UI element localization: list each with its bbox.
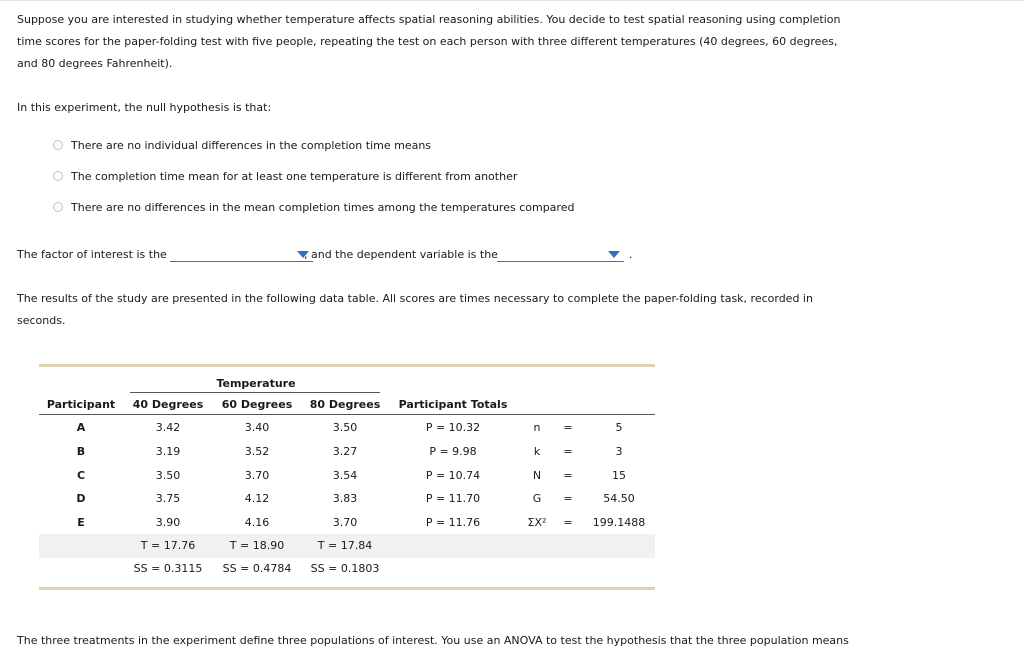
factor-text-before: The factor of interest is the (17, 248, 167, 261)
temp-40-header: 40 Degrees (132, 398, 204, 411)
summary-value: 3 (615, 445, 623, 458)
participant-id: B (76, 445, 86, 458)
table-cell: 3.42 (155, 421, 181, 434)
table-cell: 3.40 (244, 421, 270, 434)
bottom-paragraph: The three treatments in the experiment define three populations of interest. You use an ANOVA to test the hypothesis that the three population means (17, 634, 849, 647)
summary-value: 54.50 (603, 492, 635, 505)
factor-text-after: . (629, 248, 633, 261)
treatment-total: T = 17.84 (317, 539, 373, 552)
radio-button[interactable] (53, 171, 63, 181)
option-at-least-one-different[interactable] (53, 169, 517, 183)
summary-equals: = (563, 421, 573, 434)
option-no-differences-temperatures[interactable] (53, 200, 574, 214)
option-individual-differences[interactable] (53, 138, 431, 152)
summary-label: G (532, 492, 542, 505)
null-hypothesis-prompt: In this experiment, the null hypothesis is that: (17, 101, 272, 114)
table-cell: 4.16 (244, 516, 270, 529)
summary-value: 15 (612, 469, 626, 482)
summary-label: N (532, 469, 542, 482)
table-cell: 3.90 (155, 516, 181, 529)
table-cell: 3.70 (244, 469, 270, 482)
sum-of-squares: SS = 0.3115 (133, 562, 203, 575)
chevron-down-icon (608, 251, 620, 258)
option-label: There are no individual differences in the completion time means (71, 138, 432, 152)
table-cell: 3.83 (332, 492, 358, 505)
table-cell: 3.19 (155, 445, 181, 458)
sum-of-squares: SS = 0.1803 (310, 562, 380, 575)
table-cell: 3.50 (332, 421, 358, 434)
temperature-group-header: Temperature (216, 377, 296, 390)
table-cell: 3.75 (155, 492, 181, 505)
participant-id: D (76, 492, 86, 505)
participant-id: E (77, 516, 85, 529)
radio-button[interactable] (53, 202, 63, 212)
participant-id: A (76, 421, 86, 434)
summary-rule (525, 414, 655, 415)
table-cell: 3.50 (155, 469, 181, 482)
sum-of-squares: SS = 0.4784 (222, 562, 292, 575)
factor-sentence (17, 247, 657, 263)
participant-totals-header: Participant Totals (398, 398, 508, 411)
participant-total: P = 10.74 (425, 469, 481, 482)
participant-total: P = 11.76 (425, 516, 481, 529)
participant-total: P = 11.70 (425, 492, 481, 505)
results-paragraph: The results of the study are presented in the following data table. All scores are times necessary to complete the paper-folding task, recorded in seconds. (17, 292, 813, 327)
table-cell: 3.27 (332, 445, 358, 458)
participant-id: C (76, 469, 86, 482)
treatment-total: T = 17.76 (140, 539, 196, 552)
summary-equals: = (563, 469, 573, 482)
radio-button[interactable] (53, 140, 63, 150)
table-cell: 3.52 (244, 445, 270, 458)
summary-equals: = (563, 492, 573, 505)
summary-label: n (533, 421, 541, 434)
table-cell: 3.54 (332, 469, 358, 482)
summary-value: 199.1488 (592, 516, 646, 529)
dependent-variable-dropdown[interactable] (497, 247, 624, 262)
summary-equals: = (563, 445, 573, 458)
option-label: The completion time mean for at least one temperature is different from another (71, 169, 518, 183)
participant-total: P = 9.98 (429, 445, 477, 458)
table-bottom-border (39, 587, 655, 590)
summary-label: ΣX² (527, 516, 547, 529)
factor-text-middle: , and the dependent variable is the (304, 248, 498, 261)
treatment-total: T = 18.90 (229, 539, 285, 552)
participant-total: P = 10.32 (425, 421, 481, 434)
top-divider (0, 0, 1024, 1)
table-cell: 3.70 (332, 516, 358, 529)
participant-header: Participant (46, 398, 116, 411)
temp-60-header: 60 Degrees (221, 398, 293, 411)
summary-label: k (533, 445, 541, 458)
temperature-header-rule (130, 392, 380, 393)
table-top-border (39, 364, 655, 367)
table-cell: 4.12 (244, 492, 270, 505)
summary-value: 5 (615, 421, 623, 434)
intro-paragraph: Suppose you are interested in studying whether temperature affects spatial reasoning abilities. You decide to test spatial reasoning using completion time scores for the paper-folding test with five people, repeating the test on each person with three different temperatures (40 degrees, 60 degrees, and 80 degrees Fahrenheit). (17, 13, 841, 70)
factor-dropdown[interactable] (170, 247, 313, 262)
summary-equals: = (563, 516, 573, 529)
option-label: There are no differences in the mean completion times among the temperatures compared (71, 200, 575, 214)
temp-80-header: 80 Degrees (309, 398, 381, 411)
